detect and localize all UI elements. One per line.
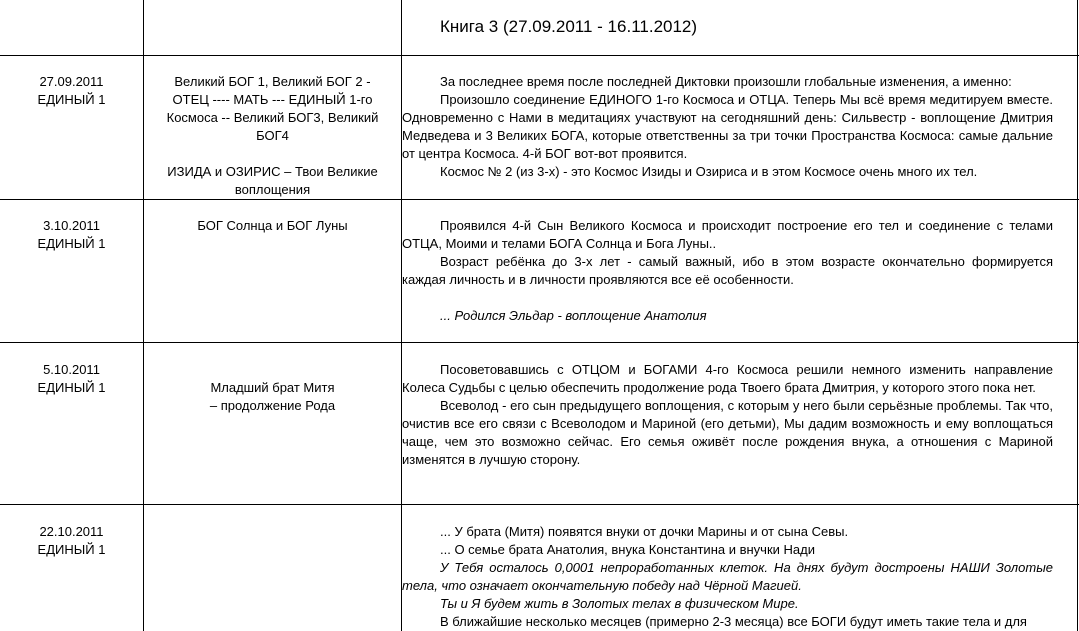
- row-4-date-cell: [0, 523, 143, 559]
- row-3-date-cell: [0, 361, 143, 397]
- row-1-subject-line-4: БОГ4: [256, 128, 289, 143]
- row-4-paragraph-5: В ближайшие несколько месяцев (примерно 2-3 месяца) все БОГИ будут иметь такие тела и для: [440, 614, 1027, 629]
- row-2-date: 3.10.2011: [43, 218, 100, 233]
- row-4-date: 22.10.2011: [39, 524, 104, 539]
- row-divider-1: [0, 55, 1079, 56]
- row-2-paragraph-3: ... Родился Эльдар - воплощение Анатолия: [440, 308, 707, 323]
- row-3-subject-line-2: – продолжение Рода: [209, 398, 336, 413]
- row-2-paragraph-1: Проявился 4-й Сын Великого Космоса и происходит построение его тел и соединение с телами ОТЦА, Моими и телами БОГА Солнца и Бога Луны..: [402, 218, 1053, 251]
- row-1-subject-line-5: ИЗИДА и ОЗИРИС – Твои Великие: [167, 164, 378, 179]
- row-4-paragraph-3: У Тебя осталось 0,0001 непроработанных клеток. На днях будут достроены НАШИ Золотые тела, что означает окончательную победу над Чёрной Магией.: [402, 560, 1053, 593]
- row-1-subject-line-3: Космоса -- Великий БОГ3, Великий: [166, 110, 379, 125]
- row-divider-2: [0, 199, 1079, 200]
- row-3-subject-line-1: Младший брат Митя: [210, 380, 335, 395]
- row-divider-3: [0, 342, 1079, 343]
- row-1-date-cell: [0, 73, 143, 109]
- row-4-text-cell: [402, 523, 1077, 631]
- row-1-text-cell: [402, 73, 1077, 181]
- row-1-paragraph-3: Космос № 2 (из 3-х) - это Космос Изиды и Озириса и в этом Космосе очень много их тел.: [440, 164, 978, 179]
- row-2-subject-line-1: БОГ Солнца и БОГ Луны: [197, 218, 348, 233]
- row-4-paragraph-1: ... У брата (Митя) появятся внуки от дочки Марины и от сына Севы.: [440, 524, 849, 539]
- row-1-date: 27.09.2011: [39, 74, 104, 89]
- row-4-paragraph-4: Ты и Я будем жить в Золотых телах в физическом Мире.: [440, 596, 799, 611]
- row-3-paragraph-1: Посоветовавшись с ОТЦОМ и БОГАМИ 4-го Космоса решили немного изменить направление Колеса Судьбы с целью обеспечить продолжение рода Твоего брата Дмитрия, у которого этого пока нет.: [402, 362, 1053, 395]
- page-title: Книга 3 (27.09.2011 - 16.11.2012): [440, 17, 698, 36]
- row-1-label: ЕДИНЫЙ 1: [37, 92, 106, 107]
- row-1-subject-line-2: ОТЕЦ ---- МАТЬ --- ЕДИНЫЙ 1-го: [172, 92, 373, 107]
- row-3-label: ЕДИНЫЙ 1: [37, 380, 106, 395]
- row-3-date: 5.10.2011: [43, 362, 100, 377]
- row-3-text-cell: [402, 361, 1077, 469]
- row-divider-4: [0, 504, 1079, 505]
- row-3-subject-cell: [144, 379, 401, 415]
- row-4-paragraph-2: ... О семье брата Анатолия, внука Константина и внучки Нади: [440, 542, 815, 557]
- row-2-label: ЕДИНЫЙ 1: [37, 236, 106, 251]
- row-4-label: ЕДИНЫЙ 1: [37, 542, 106, 557]
- row-1-paragraph-2: Произошло соединение ЕДИНОГО 1-го Космоса и ОТЦА. Теперь Мы всё время медитируем вместе. Одновременно с Нами в медитациях участвуют на сегодняшний день: Сильвестр - воплощение Дмитрия Медведева и 3 Великих БОГА, которые ответственны за три точки Пространства Космоса: самые дальние от центра Космоса. 4-й БОГ вот-вот проявится.: [402, 92, 1053, 161]
- row-1-subject-line-6: воплощения: [234, 182, 311, 197]
- row-1-subject-cell: [144, 73, 401, 199]
- column-divider-3: [1077, 0, 1078, 631]
- row-3-paragraph-2: Всеволод - его сын предыдущего воплощения, с которым у него были серьёзные проблемы. Так что, очистив все его связи с Всеволодом и Мариной (его детьми), Мы дадим возможность и ему воплощаться чаще, чем это возможно сейчас. Его семья оживёт после рождения внука, а отношения с Мариной изменятся в лучшую сторону.: [402, 398, 1053, 467]
- row-2-subject-cell: [144, 217, 401, 235]
- row-2-paragraph-2: Возраст ребёнка до 3-х лет - самый важный, ибо в этом возрасте окончательно формируется каждая личность и в личности проявляются все её особенности.: [402, 254, 1053, 287]
- row-1-subject-line-1: Великий БОГ 1, Великий БОГ 2 -: [174, 74, 371, 89]
- row-2-date-cell: [0, 217, 143, 253]
- row-1-paragraph-1: За последнее время после последней Диктовки произошли глобальные изменения, а именно:: [440, 74, 1012, 89]
- row-2-text-cell: [402, 217, 1077, 325]
